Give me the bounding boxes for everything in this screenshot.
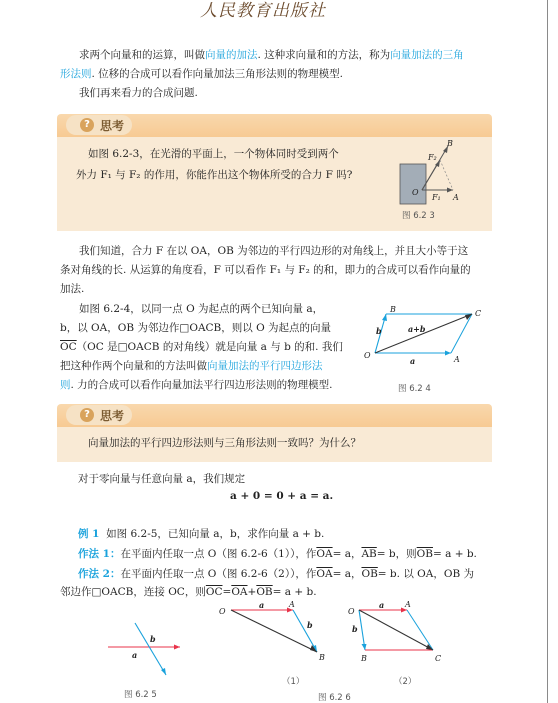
label-b: b [307,620,313,630]
paragraph-vector-addition: 求两个向量和的运算，叫做向量的加法. 这种求向量和的方法，称为向量加法的三角 形法则. 位移的合成可以看作向量加法三角形法则的物理模型. 我们再来看力的合成问题. [60,49,464,99]
edge-AC [451,314,472,353]
label-B: B [319,653,325,662]
publisher-logo: 人民教育出版社 [200,1,326,21]
think-title: 思考 [100,119,125,133]
label-A: A [289,600,295,609]
label-a: a [379,600,385,610]
example-1: 例 1 如图 6.2-5，已知向量 a，b，求作向量 a + b. [78,528,325,540]
term-triangle-rule: 向量加法的三角 [390,49,464,61]
figure-6-2-4 [362,300,492,372]
caption-fig-6-2-5: 图 6.2 5 [124,690,157,700]
method-2-continued: 邻边作□OACB，连接 OC，则$\overline{OC}=\overline{OA}+\overline{OB}= a + b$. [60,586,317,598]
arrowhead [447,188,453,193]
label-b: b [150,634,156,644]
figure-6-2-6-1 [215,598,330,666]
vector-OB [231,610,317,652]
caption-sub-1: （1） [282,677,305,687]
vector-b [135,623,166,675]
label-B: B [361,654,367,663]
method-1: 作法 1：在平面内任取一点 O（图 6.2-6（1）），作$\overline{OA}= a$，$\overline{AB}= b$，则$\overline{OB}= a + b$. [78,548,477,560]
question-icon: ? [80,118,94,132]
term-parallelogram-rule: 向量加法的平行四边形法 [207,360,323,372]
dashed-line [440,160,453,190]
label-b: b [376,326,382,336]
label-F1: F₁ [432,193,441,202]
paragraph-zero-vector: 对于零向量与任意向量 a，我们规定 [78,473,246,485]
think-title: 思考 [100,409,125,423]
label-b: b [352,624,358,634]
label-O: O [412,188,419,197]
label-C: C [475,309,482,318]
label-a: a [410,356,416,366]
caption-fig-6-2-3: 图 6.2 3 [402,211,435,221]
question-icon: ? [80,408,94,422]
formula-zero-vector: a + 0 = 0 + a = a. [230,490,334,502]
label-O: O [219,607,226,616]
label-A: A [454,355,460,364]
label-O: O [348,607,355,616]
label-O: O [364,351,371,360]
arrowhead [161,668,166,675]
caption-sub-2: （2） [394,677,417,687]
term-vector-addition: 向量的加法 [205,49,258,61]
vector-OC [359,610,433,650]
label-B: B [447,139,453,148]
caption-fig-6-2-4: 图 6.2 4 [398,384,431,394]
arrowhead [445,351,451,356]
label-A: A [405,600,411,609]
label-a: a [259,600,265,610]
figure-6-2-6-2 [345,598,455,666]
figure-6-2-5 [100,620,185,680]
think2-text: 向量加法的平行四边形法则与三角形法则一致吗？为什么？ [88,437,361,449]
label-F2: F₂ [428,153,437,162]
label-B: B [390,305,396,314]
label-A: A [453,193,459,202]
edge-AC [407,610,433,650]
method-2: 作法 2：在平面内任取一点 O（图 6.2-6（2）），作$\overline{OA}= a$，$\overline{OB}= b$. 以 OA，OB 为 [78,568,475,580]
caption-fig-6-2-6: 图 6.2 6 [318,693,351,703]
paragraph-force-composition: 我们知道，合力 F 在以 OA，OB 为邻边的平行四边形的对角线上，并且大小等于这 条对角线的长. 从运算的角度看，F 可以看作 F₁ 与 F₂ 的和，即力的合成可以看作向量的 加法. [60,245,471,295]
label-C: C [435,654,442,663]
label-a: a [132,650,138,660]
label-a-plus-b: a+b [408,324,426,334]
arrowhead [174,645,180,650]
paragraph-parallelogram-rule: 如图 6.2-4，以同一点 O 为起点的两个已知向量 a， b，以 OA，OB 为邻边作□OACB，则以 O 为起点的向量 $\overline{OC}(OC$ 是□OACB 的对角线）就是向量 a 与 b 的和. 我们 把这种作两个向量和的方法叫做向量加法的平行四边形法 则. 力的合成可以看作向量加法平行四边形法则的物理模型. [60,303,343,391]
object-block [400,164,426,204]
arrowhead [362,644,367,650]
think1-text: 如图 6.2-3，在光滑的平面上，一个物体同时受到两个 外力 F₁ 与 F₂ 的作用，你能作出这个物体所受的合力 F 吗? [76,148,353,181]
